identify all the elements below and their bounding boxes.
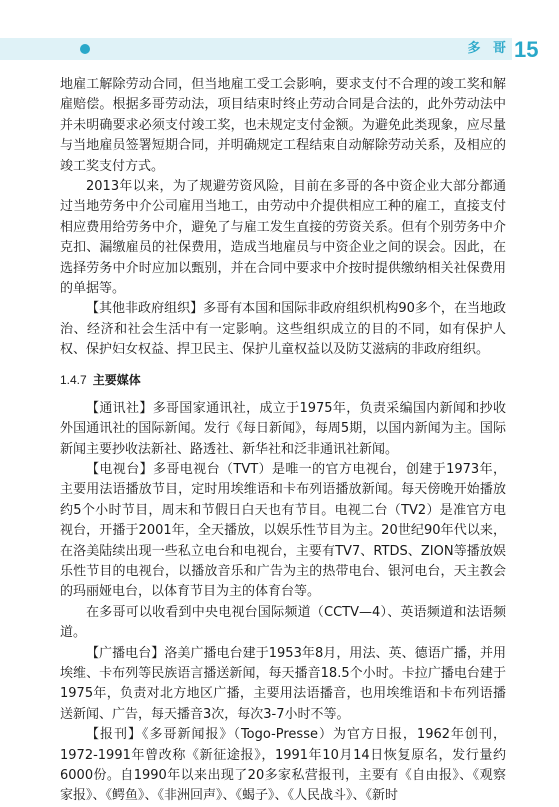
section-number: 1.4.7 bbox=[60, 372, 87, 387]
running-header-title: 多 哥 bbox=[467, 41, 510, 56]
body-paragraph: 2013年以来，为了规避劳资风险，目前在多哥的各中资企业大部分都通过当地劳务中介公司雇用当地工，由劳动中介提供相应工种的雇工，直接支付相应费用给劳务中介，避免了与雇工发生直接的劳资关系。但有个别劳务中介克扣、漏缴雇员的社保费用，造成当地雇员与中资企业之间的误会。因此，在选择劳务中介时应加以甄别，并在合同中要求中介按时提供缴纳相关社保费用的单据等。 bbox=[60, 179, 506, 297]
page-number: 15 bbox=[514, 37, 539, 62]
body-paragraph: 【通讯社】多哥国家通讯社，成立于1975年，负责采编国内新闻和抄收外国通讯社的国际新闻。发行《每日新闻》，每周5期，以国内新闻为主。国际新闻主要抄收法新社、路透社、新华社和泛非通讯社新闻。 bbox=[60, 400, 506, 457]
body-paragraph: 【电视台】多哥电视台（TVT）是唯一的官方电视台，创建于1973年，主要用法语播放节目，定时用埃维语和卡布列语播放新闻。每天傍晚开始播放约5个小时节目，周末和节假日白天也有节目。电视二台（TV2）是准官方电视台，开播于2001年，全天播放，以娱乐性节目为主。20世纪90年代以来，在洛美陆续出现一些私立电台和电视台，主要有TV7、RTDS、ZION等播放娱乐性节目的电视台，以播放音乐和广告为主的热带电台、银河电台，天主教会的玛丽娅电台，以体育节目为主的体育台等。 bbox=[60, 461, 506, 600]
body-paragraph: 【广播电台】洛美广播电台建于1953年8月，用法、英、德语广播，并用埃维、卡布列等民族语言播送新闻，每天播音18.5个小时。卡拉广播电台建于1975年，负责对北方地区广播，主要用法语播音，也用埃维语和卡布列语播送新闻、广告，每天播音3次，每次3-7小时不等。 bbox=[60, 645, 506, 722]
page-body bbox=[60, 75, 506, 807]
body-paragraph: 地雇工解除劳动合同，但当地雇工受工会影响，要求支付不合理的竣工奖和解雇赔偿。根据多哥劳动法，项目结束时终止劳动合同是合法的，此外劳动法中并未明确要求必须支付竣工奖，也未规定支付金额。为避免此类现象，应尽量与当地雇员签署短期合同，并明确规定工程结束自动解除劳动关系，及相应的竣工奖支付方式。 bbox=[60, 77, 506, 174]
section-title: 主要媒体 bbox=[92, 372, 141, 387]
header-dot bbox=[80, 44, 90, 54]
body-paragraph: 【其他非政府组织】多哥有本国和国际非政府组织机构90多个，在当地政治、经济和社会生活中有一定影响。这些组织成立的目的不同，如有保护人权、保护妇女权益、捍卫民主、保护儿童权益以及防艾滋病的非政府组织。 bbox=[60, 301, 506, 358]
body-paragraph: 在多哥可以收看到中央电视台国际频道（CCTV—4）、英语频道和法语频道。 bbox=[60, 604, 506, 641]
section-heading bbox=[60, 371, 506, 389]
header-band bbox=[0, 38, 512, 60]
body-paragraph: 【报刊】《多哥新闻报》（Togo-Presse）为官方日报，1962年创刊，1972-1991年曾改称《新征途报》，1991年10月14日恢复原名，发行量约6000份。自1990年以来出现了20多家私营报刊，主要有《自由报》、《观察家报》、《鳄鱼》、《非洲回声》、《蝎子》、《人民战斗》、《新时 bbox=[60, 727, 506, 804]
